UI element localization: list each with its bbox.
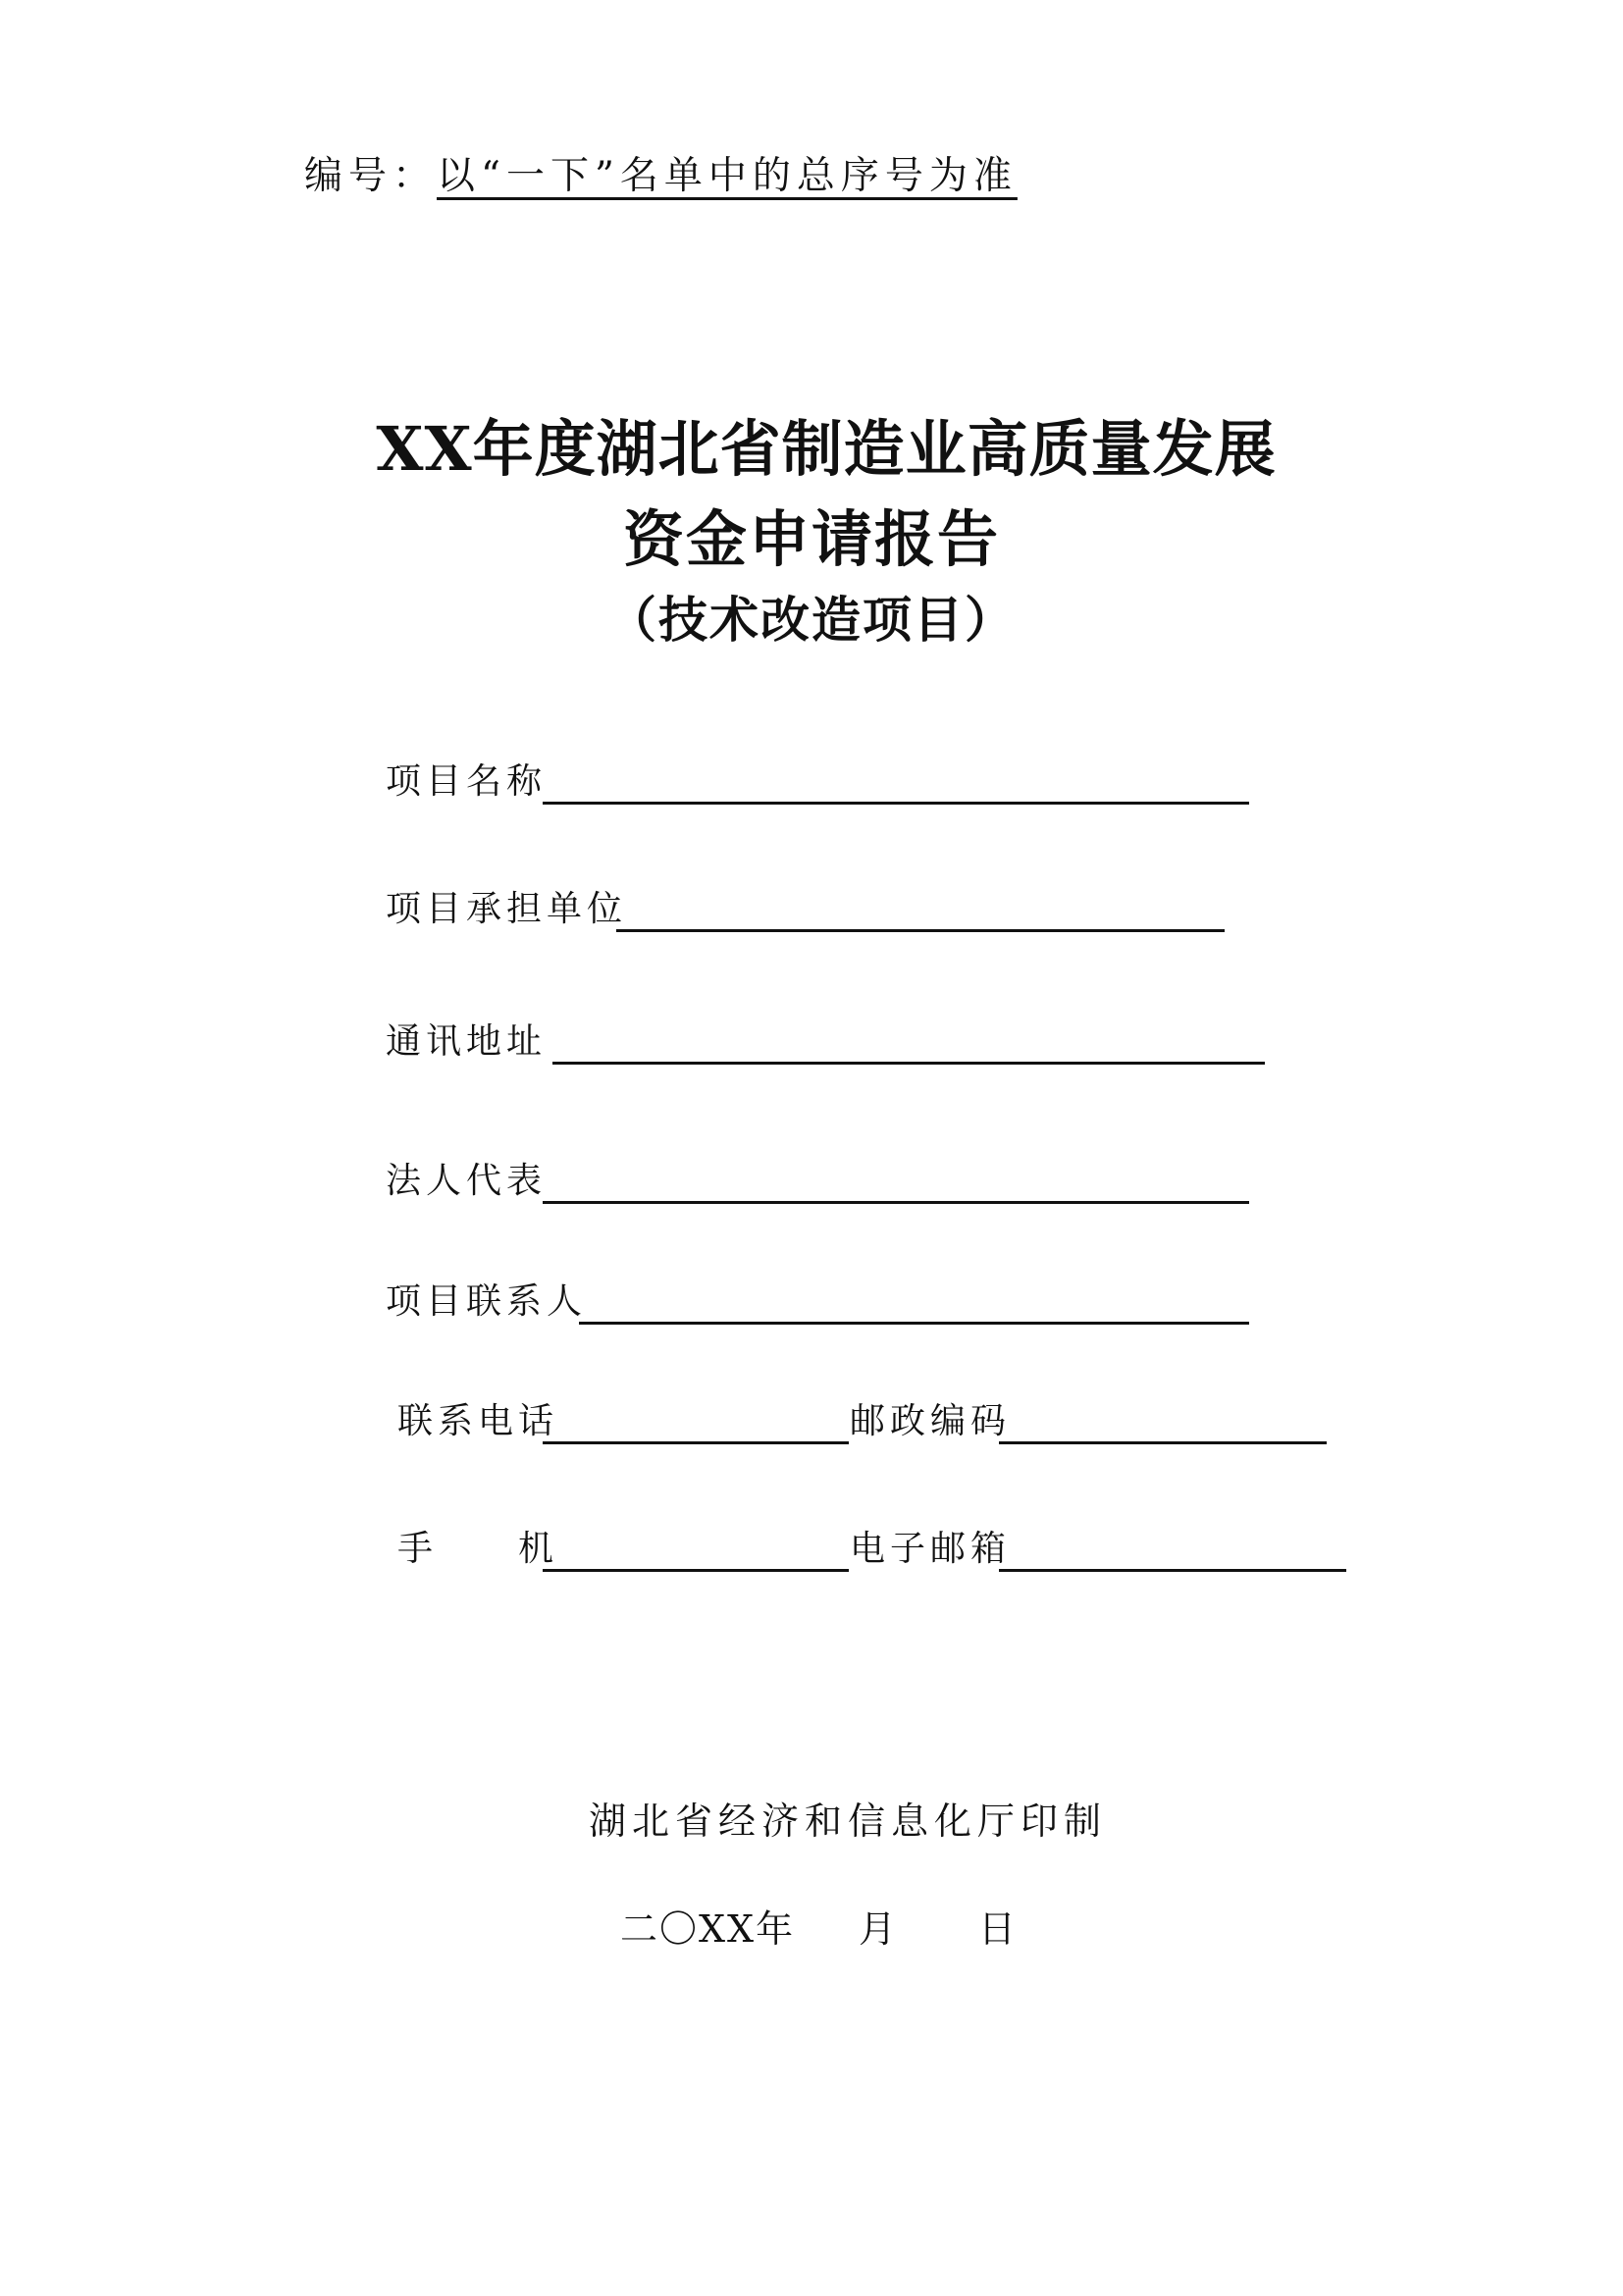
undertaking-unit-input[interactable] [616,929,1225,932]
undertaking-unit-field [386,881,1239,934]
date-month: 月 [859,1907,897,1951]
address-field [386,1014,1269,1067]
project-name-label: 项目名称 [386,761,548,802]
email-input[interactable] [999,1569,1346,1572]
postal-code-field [850,1393,1331,1446]
phone-label: 联系电话 [397,1401,559,1441]
undertaking-unit-label: 项目承担单位 [386,889,628,929]
postal-code-label: 邮政编码 [850,1401,1012,1441]
phone-input[interactable] [543,1441,849,1444]
legal-representative-label: 法人代表 [386,1161,548,1201]
date-day: 日 [978,1907,1017,1951]
contact-person-field [386,1274,1259,1327]
mobile-input[interactable] [543,1569,849,1572]
date-year: 二〇XX年 [620,1907,796,1951]
address-label: 通讯地址 [386,1021,548,1062]
email-field [850,1521,1350,1574]
title-line-3: （技术改造项目） [607,591,1016,649]
phone-field [397,1393,849,1446]
contact-person-label: 项目联系人 [386,1281,588,1322]
serial-label: 编号： [304,154,438,198]
email-label: 电子邮箱 [850,1529,1012,1569]
project-name-input[interactable] [543,802,1249,805]
contact-person-input[interactable] [579,1322,1249,1325]
legal-representative-input[interactable] [543,1201,1249,1204]
mobile-field [397,1521,849,1574]
project-name-field [386,754,1259,807]
legal-representative-field [386,1153,1259,1206]
address-input[interactable] [552,1062,1265,1065]
serial-number-line [304,145,1018,200]
mobile-label: 手 机 [397,1529,559,1569]
issuer-text: 湖北省经济和信息化厅印制 [589,1800,1108,1843]
title-line-1: XX年度湖北省制造业高质量发展 [376,413,1277,485]
title-line-2: 资金申请报告 [622,503,1000,575]
postal-code-input[interactable] [999,1441,1327,1444]
serial-note: 以“一下”名单中的总序号为准 [437,154,1018,198]
